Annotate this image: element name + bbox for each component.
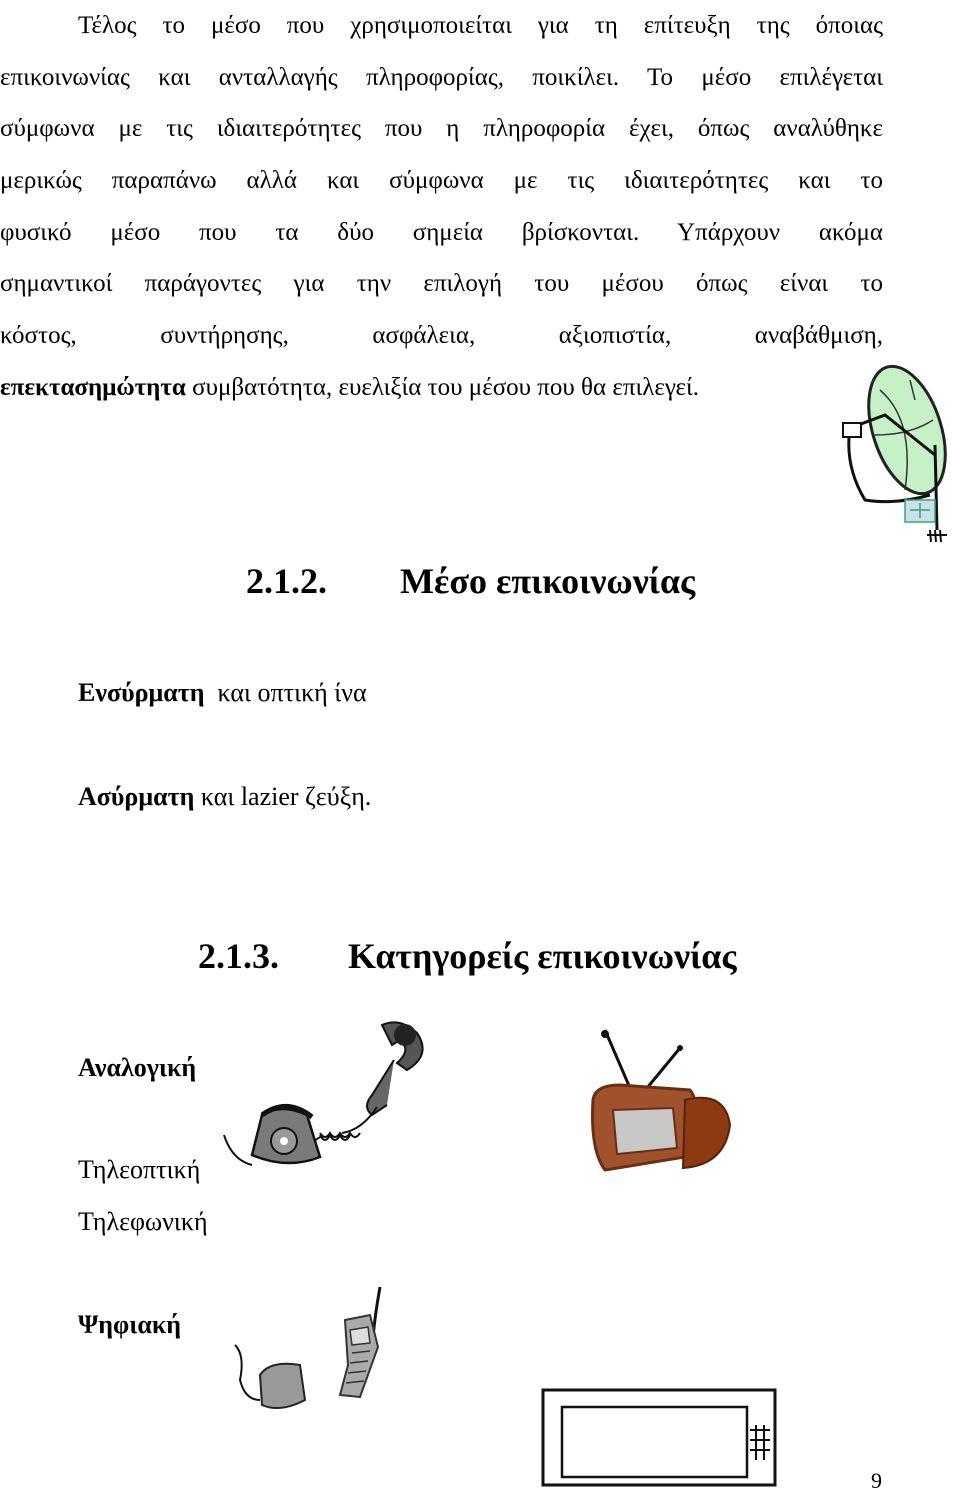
- wired-text: και οπτική ίνα: [204, 678, 367, 707]
- paragraph-line: κόστος, συντήρησης, ασφάλεια, αξιοπιστία, αναβάθμιση,: [0, 322, 883, 350]
- paragraph-line: σημαντικοί παράγοντες για την επιλογή του μέσου όπως είναι το: [0, 270, 883, 298]
- analog-label-text: Αναλογική: [78, 1053, 197, 1082]
- tv-label: Τηλεοπτική: [78, 1155, 201, 1184]
- wireless-item: [78, 782, 371, 812]
- paragraph-text: συμβατότητα, ευελιξία του μέσου που θα επιλεγεί.: [185, 373, 699, 401]
- section-title: Κατηγορείς επικοινωνίας: [348, 936, 737, 976]
- section-title: Μέσο επικοινωνίας: [400, 561, 696, 601]
- flat-screen-icon: [540, 1385, 785, 1480]
- television-icon: [585, 1030, 735, 1180]
- body-paragraph: [0, 0, 960, 414]
- wireless-label: Ασύρματη: [78, 782, 195, 811]
- digital-label: [78, 1310, 181, 1340]
- phone-label: Τηλεφωνική: [78, 1207, 208, 1236]
- section-number: 2.1.3.: [198, 936, 279, 976]
- paragraph-line: επικοινωνίας και ανταλλαγής πληροφορίας, ποικίλει. Το μέσο επιλέγεται: [0, 63, 883, 91]
- wired-item: [78, 678, 367, 708]
- section-number: 2.1.2.: [246, 561, 327, 601]
- satellite-dish-icon: [835, 360, 960, 545]
- page-number: 9: [871, 1468, 882, 1493]
- paragraph-last-line: [0, 362, 960, 414]
- paragraph-line: φυσικό μέσο που τα δύο σημεία βρίσκονται. Υπάρχουν ακόμα: [0, 218, 883, 246]
- wireless-text: και lazier ζεύξη.: [194, 782, 372, 811]
- paragraph-line: μερικώς παραπάνω αλλά και σύμφωνα με τις ιδιαιτερότητες και το: [0, 167, 883, 195]
- wired-label: Ενσύρματη: [78, 678, 205, 707]
- paragraph-line: σύμφωνα με τις ιδιαιτερότητες που η πληροφορία έχει, όπως αναλύθηκε: [0, 115, 883, 143]
- section-heading: [246, 560, 696, 602]
- analog-label: [78, 1053, 196, 1083]
- rotary-telephone-icon: [222, 1015, 437, 1175]
- section-heading: [198, 935, 737, 977]
- paragraph-line: Τέλος το μέσο που χρησιμοποιείται για τη επίτευξη της όποιας: [78, 12, 883, 39]
- digital-label-text: Ψηφιακή: [78, 1310, 182, 1339]
- mobile-phone-icon: [230, 1285, 395, 1415]
- bold-term: επεκτασημώτητα: [0, 373, 186, 401]
